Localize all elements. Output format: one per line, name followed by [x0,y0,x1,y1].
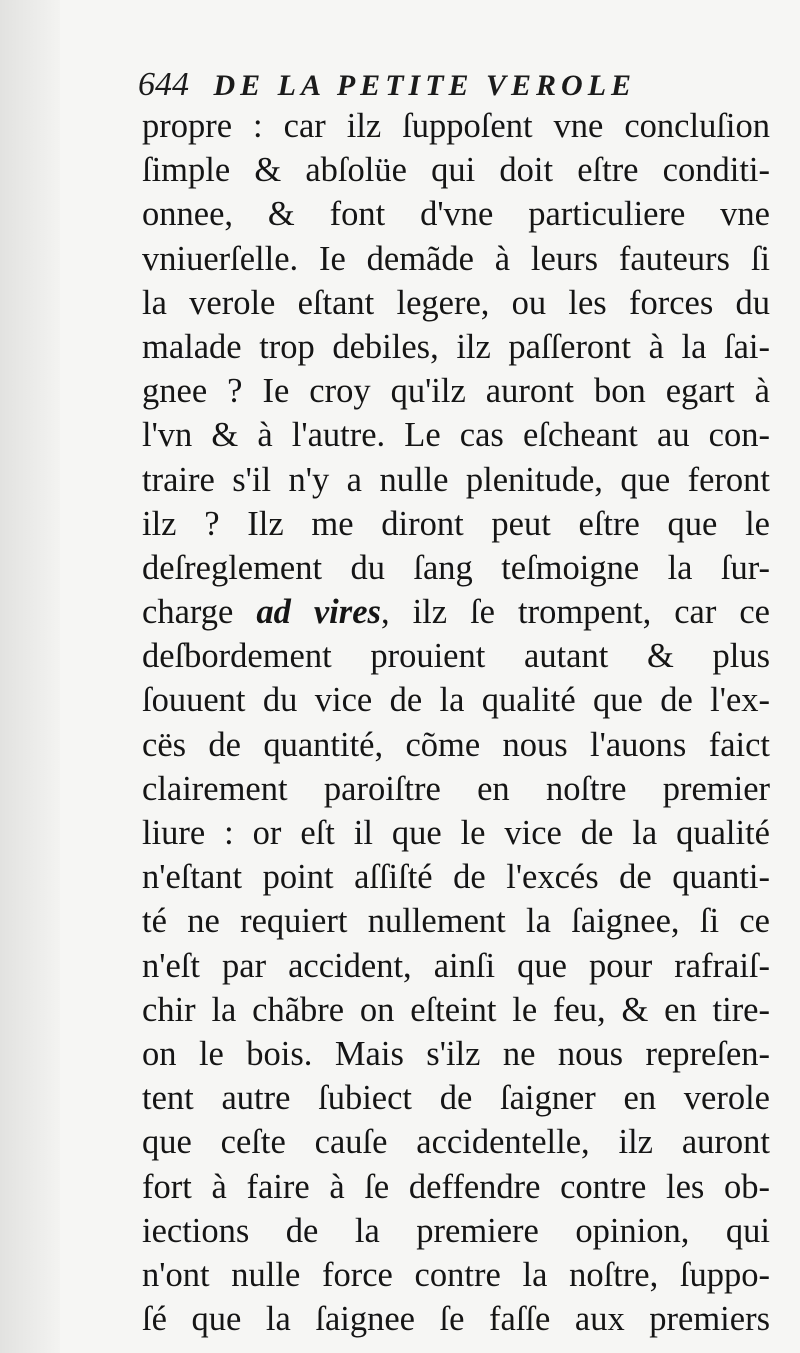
body-text [142,104,770,1341]
text-line: té ne requiert nullement la ſaignee, ſi ce [142,902,770,941]
text-line: propre : car ilz ſuppoſent vne concluſion [142,107,770,145]
text-line: liure : or eſt il que le vice de la qualité [142,814,770,852]
text-line: ſouuent du vice de la qualité que de l'ex- [142,681,770,720]
text-line: l'vn & à l'autre. Le cas eſcheant au con- [142,416,770,455]
text-line: cës de quantité, cõme nous l'auons faict [142,725,770,764]
running-head: DE LA PETITE VEROLE [213,69,637,102]
text-line: n'eſt par accident, ainſi que pour rafraiſ- [142,946,770,985]
text-line: gnee ? Ie croy qu'ilz auront bon egart à [142,372,770,411]
text-line-ad-vires [142,590,770,634]
text-line: deſreglement du ſang teſmoigne la ſur- [142,548,770,587]
page-gutter-shadow [0,0,60,1353]
text-line: traire s'il n'y a nulle plenitude, que feront [142,460,770,499]
text-line: ilz ? Ilz me diront peut eſtre que le [142,504,770,543]
text-line: iections de la premiere opinion, qui [142,1211,770,1250]
text-line: ſimple & abſolüe qui doit eſtre conditi- [142,151,770,190]
page-number: 644 [138,66,189,103]
text-line: vniuerſelle. Ie demãde à leurs fauteurs ſi [142,239,770,278]
line-fragment: , ilz ſe trompent, car ce [380,593,770,632]
text-line: clairement paroiſtre en noſtre premier [142,769,770,808]
text-line: la verole eſtant legere, ou les forces du [142,283,770,322]
text-line: n'eſtant point aſſiſté de l'excés de quanti- [142,858,770,897]
text-line: on le bois. Mais s'ilz ne nous repreſen- [142,1034,770,1073]
text-line: fort à faire à ſe deffendre contre les ob- [142,1167,770,1206]
text-line: chir la chãbre on eſteint le feu, & en tire- [142,990,770,1029]
text-line: tent autre ſubiect de ſaigner en verole [142,1079,770,1118]
text-line: ſé que la ſaignee ſe faſſe aux premiers [142,1300,770,1339]
text-line: que ceſte cauſe accidentelle, ilz auront [142,1123,770,1162]
text-line: deſbordement prouient autant & plus [142,637,770,676]
line-fragment: charge [142,593,257,632]
text-line: onnee, & font d'vne particuliere vne [142,195,770,234]
text-line: n'ont nulle force contre la noſtre, ſuppo- [142,1255,770,1294]
page-header [138,60,778,108]
text-line: malade trop debiles, ilz paſſeront à la ſai- [142,327,770,366]
italic-phrase: ad vires [256,593,381,632]
